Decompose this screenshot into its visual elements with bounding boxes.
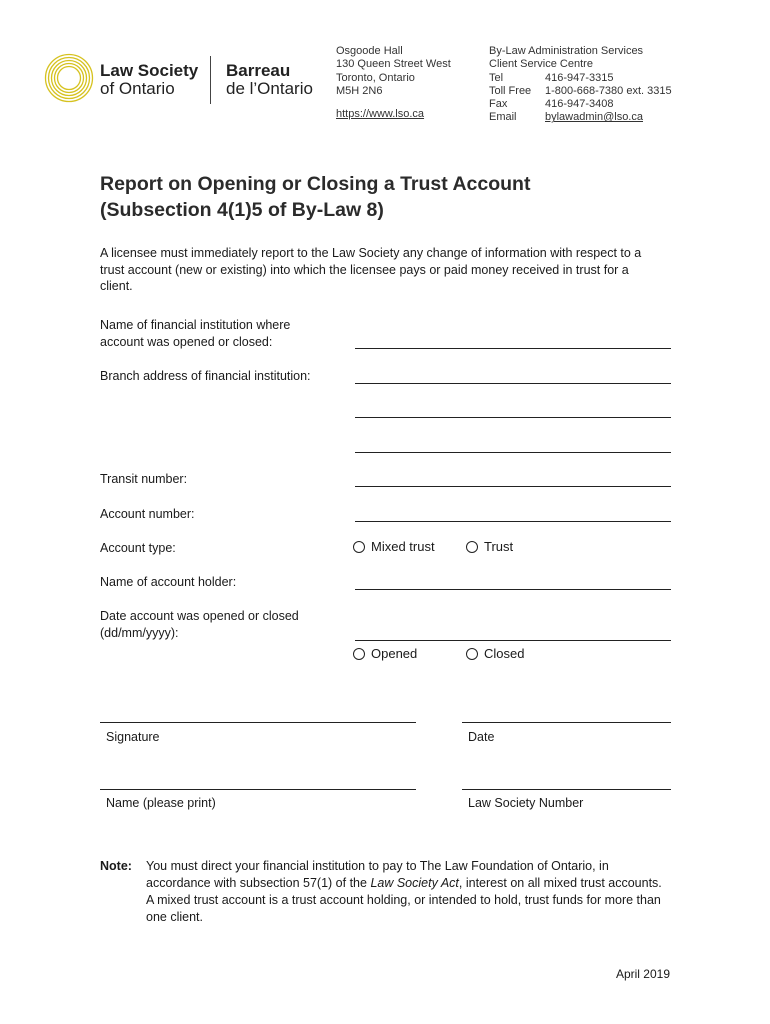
contact-line: Client Service Centre <box>489 58 593 71</box>
transit-label: Transit number: <box>100 472 188 486</box>
fax-label: Fax <box>489 98 508 111</box>
tollfree-label: Toll Free <box>489 84 532 97</box>
contact-block <box>489 45 672 125</box>
holder-field[interactable] <box>355 589 671 590</box>
date-opened-label <box>100 608 299 642</box>
email-label: Email <box>489 111 517 124</box>
logo-en-line2: of Ontario <box>100 79 175 98</box>
radio-circle-icon <box>466 648 478 660</box>
mixed-trust-radio[interactable] <box>353 539 435 554</box>
radio-circle-icon <box>353 541 365 553</box>
note-block <box>100 858 670 926</box>
account-type-label: Account type: <box>100 541 176 555</box>
opened-radio[interactable] <box>353 646 417 661</box>
tel-value: 416-947-3315 <box>545 71 614 84</box>
note-text <box>146 858 670 926</box>
mixed-trust-label: Mixed trust <box>371 539 435 554</box>
address-line: Osgoode Hall <box>336 45 403 57</box>
address-line: 130 Queen Street West <box>336 58 451 71</box>
institution-label-line2: account was opened or closed: <box>100 335 273 349</box>
intro-paragraph: A licensee must immediately report to the Law Society any change of information with respect to a trust account (new or existing) into which the licensee pays or paid money received in trust for a client. <box>100 246 642 293</box>
date-label-line1: Date account was opened or closed <box>100 609 299 623</box>
closed-radio[interactable] <box>466 646 524 661</box>
branch-field-2[interactable] <box>355 417 671 418</box>
radio-circle-icon <box>466 541 478 553</box>
date-opened-field[interactable] <box>355 640 671 641</box>
trust-label: Trust <box>484 539 514 554</box>
transit-field[interactable] <box>355 486 671 487</box>
branch-label: Branch address of financial institution: <box>100 369 311 383</box>
name-label: Name (please print) <box>106 796 216 810</box>
institution-field[interactable] <box>355 348 671 349</box>
logo-en-line1: Law Society <box>100 61 199 80</box>
logo-fr-line2: de l’Ontario <box>226 79 313 98</box>
title-line1: Report on Opening or Closing a Trust Account <box>100 173 531 195</box>
trust-radio[interactable] <box>466 539 513 554</box>
holder-label: Name of account holder: <box>100 575 237 589</box>
footer-date: April 2019 <box>615 967 670 981</box>
date-label-line2: (dd/mm/yyyy): <box>100 626 179 640</box>
website-link[interactable]: https://www.lso.ca <box>336 108 425 121</box>
branch-field-3[interactable] <box>355 452 671 453</box>
institution-label <box>100 317 290 351</box>
address-block <box>336 45 451 121</box>
account-number-label: Account number: <box>100 507 195 521</box>
tollfree-value: 1-800-668-7380 ext. 3315 <box>545 84 672 97</box>
logo-text-french <box>226 62 313 98</box>
page-title <box>100 171 530 223</box>
note-label: Note: <box>100 859 132 873</box>
signature-label: Signature <box>106 730 160 744</box>
logo-divider <box>210 56 211 104</box>
date-label: Date <box>468 730 495 744</box>
lso-number-field[interactable] <box>462 789 671 790</box>
fax-value: 416-947-3408 <box>545 98 614 111</box>
note-act-name: Law Society Act <box>370 876 459 890</box>
account-number-field[interactable] <box>355 521 671 522</box>
law-society-logo-icon <box>44 53 94 103</box>
signature-field[interactable] <box>100 722 416 723</box>
radio-circle-icon <box>353 648 365 660</box>
branch-field-1[interactable] <box>355 383 671 384</box>
tel-label: Tel <box>489 71 504 84</box>
institution-label-line1: Name of financial institution where <box>100 318 291 332</box>
title-line2: (Subsection 4(1)5 of By-Law 8) <box>100 199 384 221</box>
address-line: M5H 2N6 <box>336 84 383 97</box>
name-field[interactable] <box>100 789 416 790</box>
logo-text-english <box>100 62 198 98</box>
note-text-part2: , interest on all mixed trust accounts. A mixed trust account is a trust account holding, or intended to hold, trust funds for more than one client. <box>146 876 662 924</box>
date-field[interactable] <box>462 722 671 723</box>
closed-label: Closed <box>484 646 525 661</box>
email-link[interactable]: bylawadmin@lso.ca <box>545 111 643 124</box>
lso-number-label: Law Society Number <box>468 796 584 810</box>
opened-label: Opened <box>371 646 418 661</box>
note-text-part1: You must direct your financial institution to pay to The Law Foundation of Ontario, in accordance with subsection 57(1) of the <box>146 859 609 890</box>
contact-line: By-Law Administration Services <box>489 45 644 57</box>
logo-fr-line1: Barreau <box>226 61 291 80</box>
address-line: Toronto, Ontario <box>336 71 415 84</box>
